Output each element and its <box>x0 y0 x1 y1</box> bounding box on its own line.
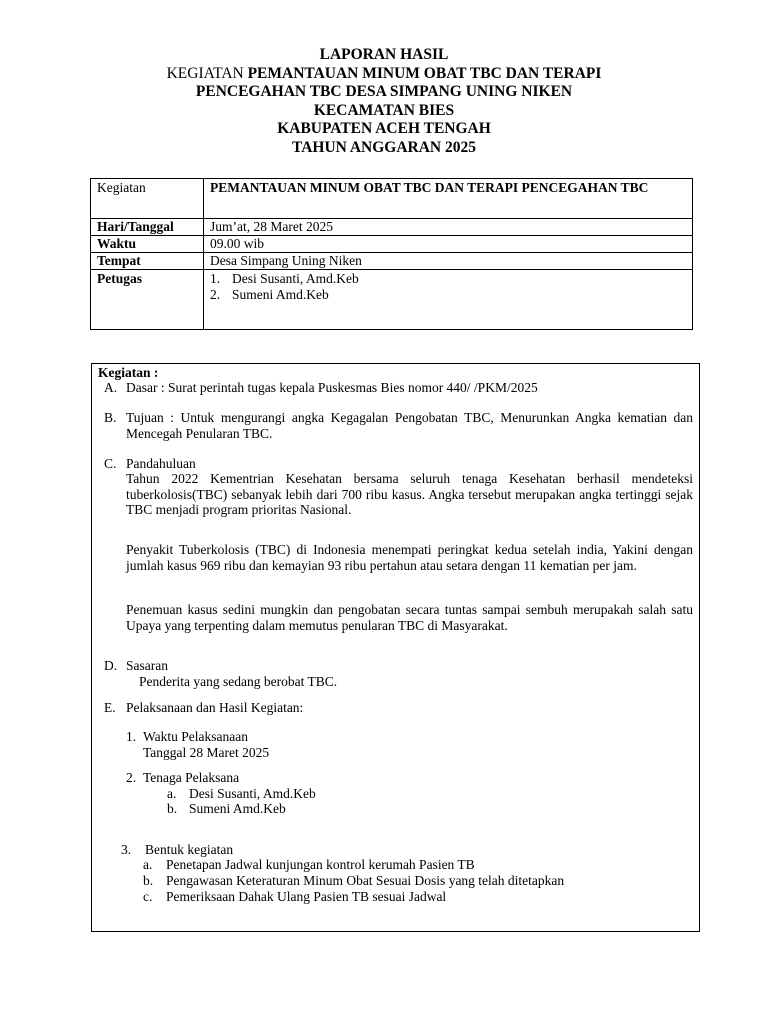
item-e2-b-text: Sumeni Amd.Keb <box>189 801 286 816</box>
item-e2-a-text: Desi Susanti, Amd.Keb <box>189 786 316 801</box>
item-e1-text: Tanggal 28 Maret 2025 <box>143 745 270 760</box>
info-row-kegiatan <box>91 179 693 219</box>
item-e3-b-marker: b. <box>143 873 154 888</box>
waktu-value: 09.00 wib <box>204 236 693 253</box>
section-c-marker: C. <box>104 456 117 471</box>
item-e1-title: Waktu Pelaksanaan <box>143 729 249 744</box>
report-body-box <box>91 363 700 932</box>
title-line-5: KABUPATEN ACEH TENGAH <box>277 120 491 137</box>
section-c-title: Pandahuluan <box>126 456 196 471</box>
petugas-number: 1. <box>210 271 221 286</box>
section-c-paragraph-1: Tahun 2022 Kementrian Kesehatan bersama seluruh tenaga Kesehatan berhasil mendeteksi tuberkolosis(TBC) sebanyak lebih dari 700 ribu kasus. Angka tersebut merupakan angka tertinggi sejak TBC menjadi program prioritas Nasional. <box>126 471 693 517</box>
item-e2-b-marker: b. <box>167 801 178 816</box>
title-line-2 <box>0 65 768 84</box>
title-line-4: KECAMATAN BIES <box>313 101 455 119</box>
section-e-marker: E. <box>104 700 116 715</box>
item-e3-title: Bentuk kegiatan <box>145 842 234 857</box>
petugas-name: Desi Susanti, Amd.Keb <box>232 271 359 286</box>
petugas-value <box>204 270 693 330</box>
title-line-2-rest: PEMANTAUAN MINUM OBAT TBC DAN TERAPI <box>243 64 602 82</box>
item-e2-title: Tenaga Pelaksana <box>143 770 240 785</box>
item-e3-a-marker: a. <box>143 857 153 872</box>
petugas-label: Petugas <box>91 270 204 330</box>
kegiatan-heading: Kegiatan : <box>98 365 159 380</box>
info-row-waktu <box>91 236 693 253</box>
section-b-marker: B. <box>104 410 117 425</box>
info-table <box>90 178 693 330</box>
petugas-item <box>210 271 686 287</box>
section-b-text: Tujuan : Untuk mengurangi angka Kegagalan Pengobatan TBC, Menurunkan Angka kematian dan Mencegah Penularan TBC. <box>126 410 693 441</box>
kegiatan-label: Kegiatan <box>91 179 204 219</box>
section-c-paragraph-3: Penemuan kasus sedini mungkin dan pengobatan secara tuntas sampai sembuh merupakah salah satu Upaya yang terpenting dalam memutus penularan TBC di Masyarakat. <box>126 602 693 633</box>
tempat-label: Tempat <box>91 253 204 270</box>
info-row-petugas <box>91 270 693 330</box>
section-d-text: Penderita yang sedang berobat TBC. <box>139 674 338 689</box>
item-e3-c-text: Pemeriksaan Dahak Ulang Pasien TB sesuai Jadwal <box>166 889 447 904</box>
report-title <box>0 46 768 157</box>
section-c-paragraph-2: Penyakit Tuberkolosis (TBC) di Indonesia menempati peringkat kedua setelah india, Yakini dengan jumlah kasus 969 ribu dan kemayian 93 ribu pertahun atau setara dengan 11 kematian per jam. <box>126 542 693 573</box>
title-line-1: LAPORAN HASIL <box>319 46 449 63</box>
info-row-tempat <box>91 253 693 270</box>
petugas-name: Sumeni Amd.Keb <box>232 287 329 302</box>
petugas-item <box>210 287 686 303</box>
petugas-list <box>210 271 686 303</box>
petugas-number: 2. <box>210 287 221 302</box>
title-line-2-prefix: KEGIATAN <box>166 64 244 82</box>
item-e3-a-text: Penetapan Jadwal kunjungan kontrol kerumah Pasien TB <box>166 857 475 872</box>
waktu-label: Waktu <box>91 236 204 253</box>
item-e3-c-marker: c. <box>143 889 153 904</box>
item-e1-marker: 1. <box>126 729 137 744</box>
tanggal-label: Hari/Tanggal <box>91 219 204 236</box>
item-e3-b-text: Pengawasan Keteraturan Minum Obat Sesuai Dosis yang telah ditetapkan <box>166 873 565 888</box>
title-line-3: PENCEGAHAN TBC DESA SIMPANG UNING NIKEN <box>195 83 573 100</box>
title-line-6: TAHUN ANGGARAN 2025 <box>292 138 476 156</box>
kegiatan-value: PEMANTAUAN MINUM OBAT TBC DAN TERAPI PENCEGAHAN TBC <box>204 179 693 219</box>
section-a-text: Dasar : Surat perintah tugas kepala Puskesmas Bies nomor 440/ /PKM/2025 <box>126 380 538 395</box>
tanggal-value: Jum’at, 28 Maret 2025 <box>204 219 693 236</box>
item-e3-marker: 3. <box>121 842 132 857</box>
tempat-value: Desa Simpang Uning Niken <box>204 253 693 270</box>
section-d-title: Sasaran <box>126 658 168 673</box>
info-row-tanggal <box>91 219 693 236</box>
section-e-title: Pelaksanaan dan Hasil Kegiatan: <box>126 700 304 715</box>
item-e2-marker: 2. <box>126 770 137 785</box>
section-d-marker: D. <box>104 658 118 673</box>
section-a-marker: A. <box>104 380 118 395</box>
item-e2-a-marker: a. <box>167 786 177 801</box>
